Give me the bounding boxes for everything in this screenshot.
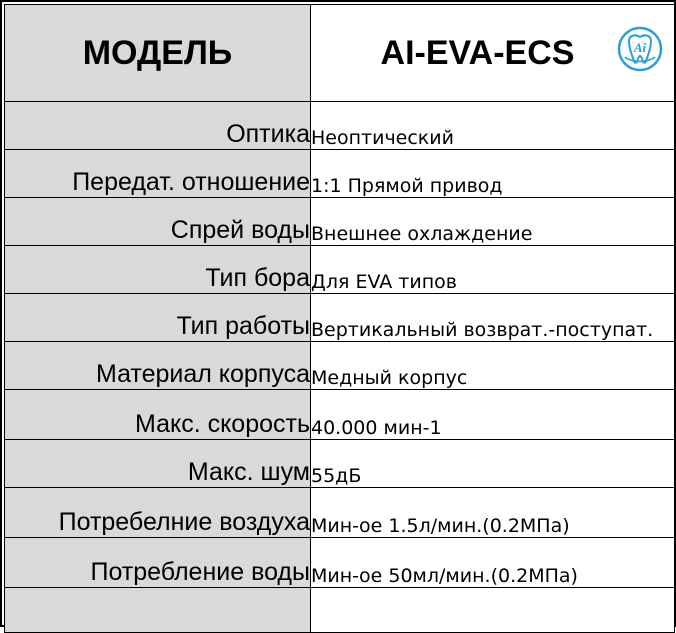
spec-value: Для EVA типов <box>311 246 675 294</box>
spec-label: Передат. отношение <box>5 150 311 198</box>
ai-tooth-logo-icon <box>616 25 664 73</box>
header-model-cell <box>311 5 675 102</box>
spec-value: Мин-ое 50мл/мин.(0.2МПа) <box>311 538 675 588</box>
spec-value: 55дБ <box>311 440 675 488</box>
empty-label-cell <box>5 588 311 633</box>
spec-table <box>4 4 675 633</box>
empty-row <box>5 588 675 633</box>
spec-label: Потребелние воздуха <box>5 488 311 538</box>
spec-row-bur-type <box>5 246 675 294</box>
spec-row-work-type <box>5 294 675 342</box>
spec-value: Мин-ое 1.5л/мин.(0.2МПа) <box>311 488 675 538</box>
spec-value: 1:1 Прямой привод <box>311 150 675 198</box>
spec-value: 40.000 мин-1 <box>311 390 675 440</box>
spec-label: Спрей воды <box>5 198 311 246</box>
spec-label: Макс. шум <box>5 440 311 488</box>
spec-row-max-speed <box>5 390 675 440</box>
spec-label: Тип работы <box>5 294 311 342</box>
header-row <box>5 5 675 102</box>
spec-label: Оптика <box>5 102 311 150</box>
spec-row-water-consumption <box>5 538 675 588</box>
model-name: AI-EVA-ECS <box>380 33 575 72</box>
spec-value: Внешнее охлаждение <box>311 198 675 246</box>
spec-value: Неоптический <box>311 102 675 150</box>
spec-label: Материал корпуса <box>5 342 311 390</box>
spec-row-water-spray <box>5 198 675 246</box>
spec-label: Потребление воды <box>5 538 311 588</box>
header-label-cell: МОДЕЛЬ <box>5 5 311 102</box>
spec-row-max-noise <box>5 440 675 488</box>
spec-value: Вертикальный возврат.-поступат. <box>311 294 675 342</box>
spec-row-body-material <box>5 342 675 390</box>
empty-value-cell <box>311 588 675 633</box>
spec-row-air-consumption <box>5 488 675 538</box>
spec-row-optics <box>5 102 675 150</box>
spec-row-gear-ratio <box>5 150 675 198</box>
spec-label: Тип бора <box>5 246 311 294</box>
spec-value: Медный корпус <box>311 342 675 390</box>
spec-label: Макс. скорость <box>5 390 311 440</box>
logo-lettering: Ai <box>633 40 647 55</box>
